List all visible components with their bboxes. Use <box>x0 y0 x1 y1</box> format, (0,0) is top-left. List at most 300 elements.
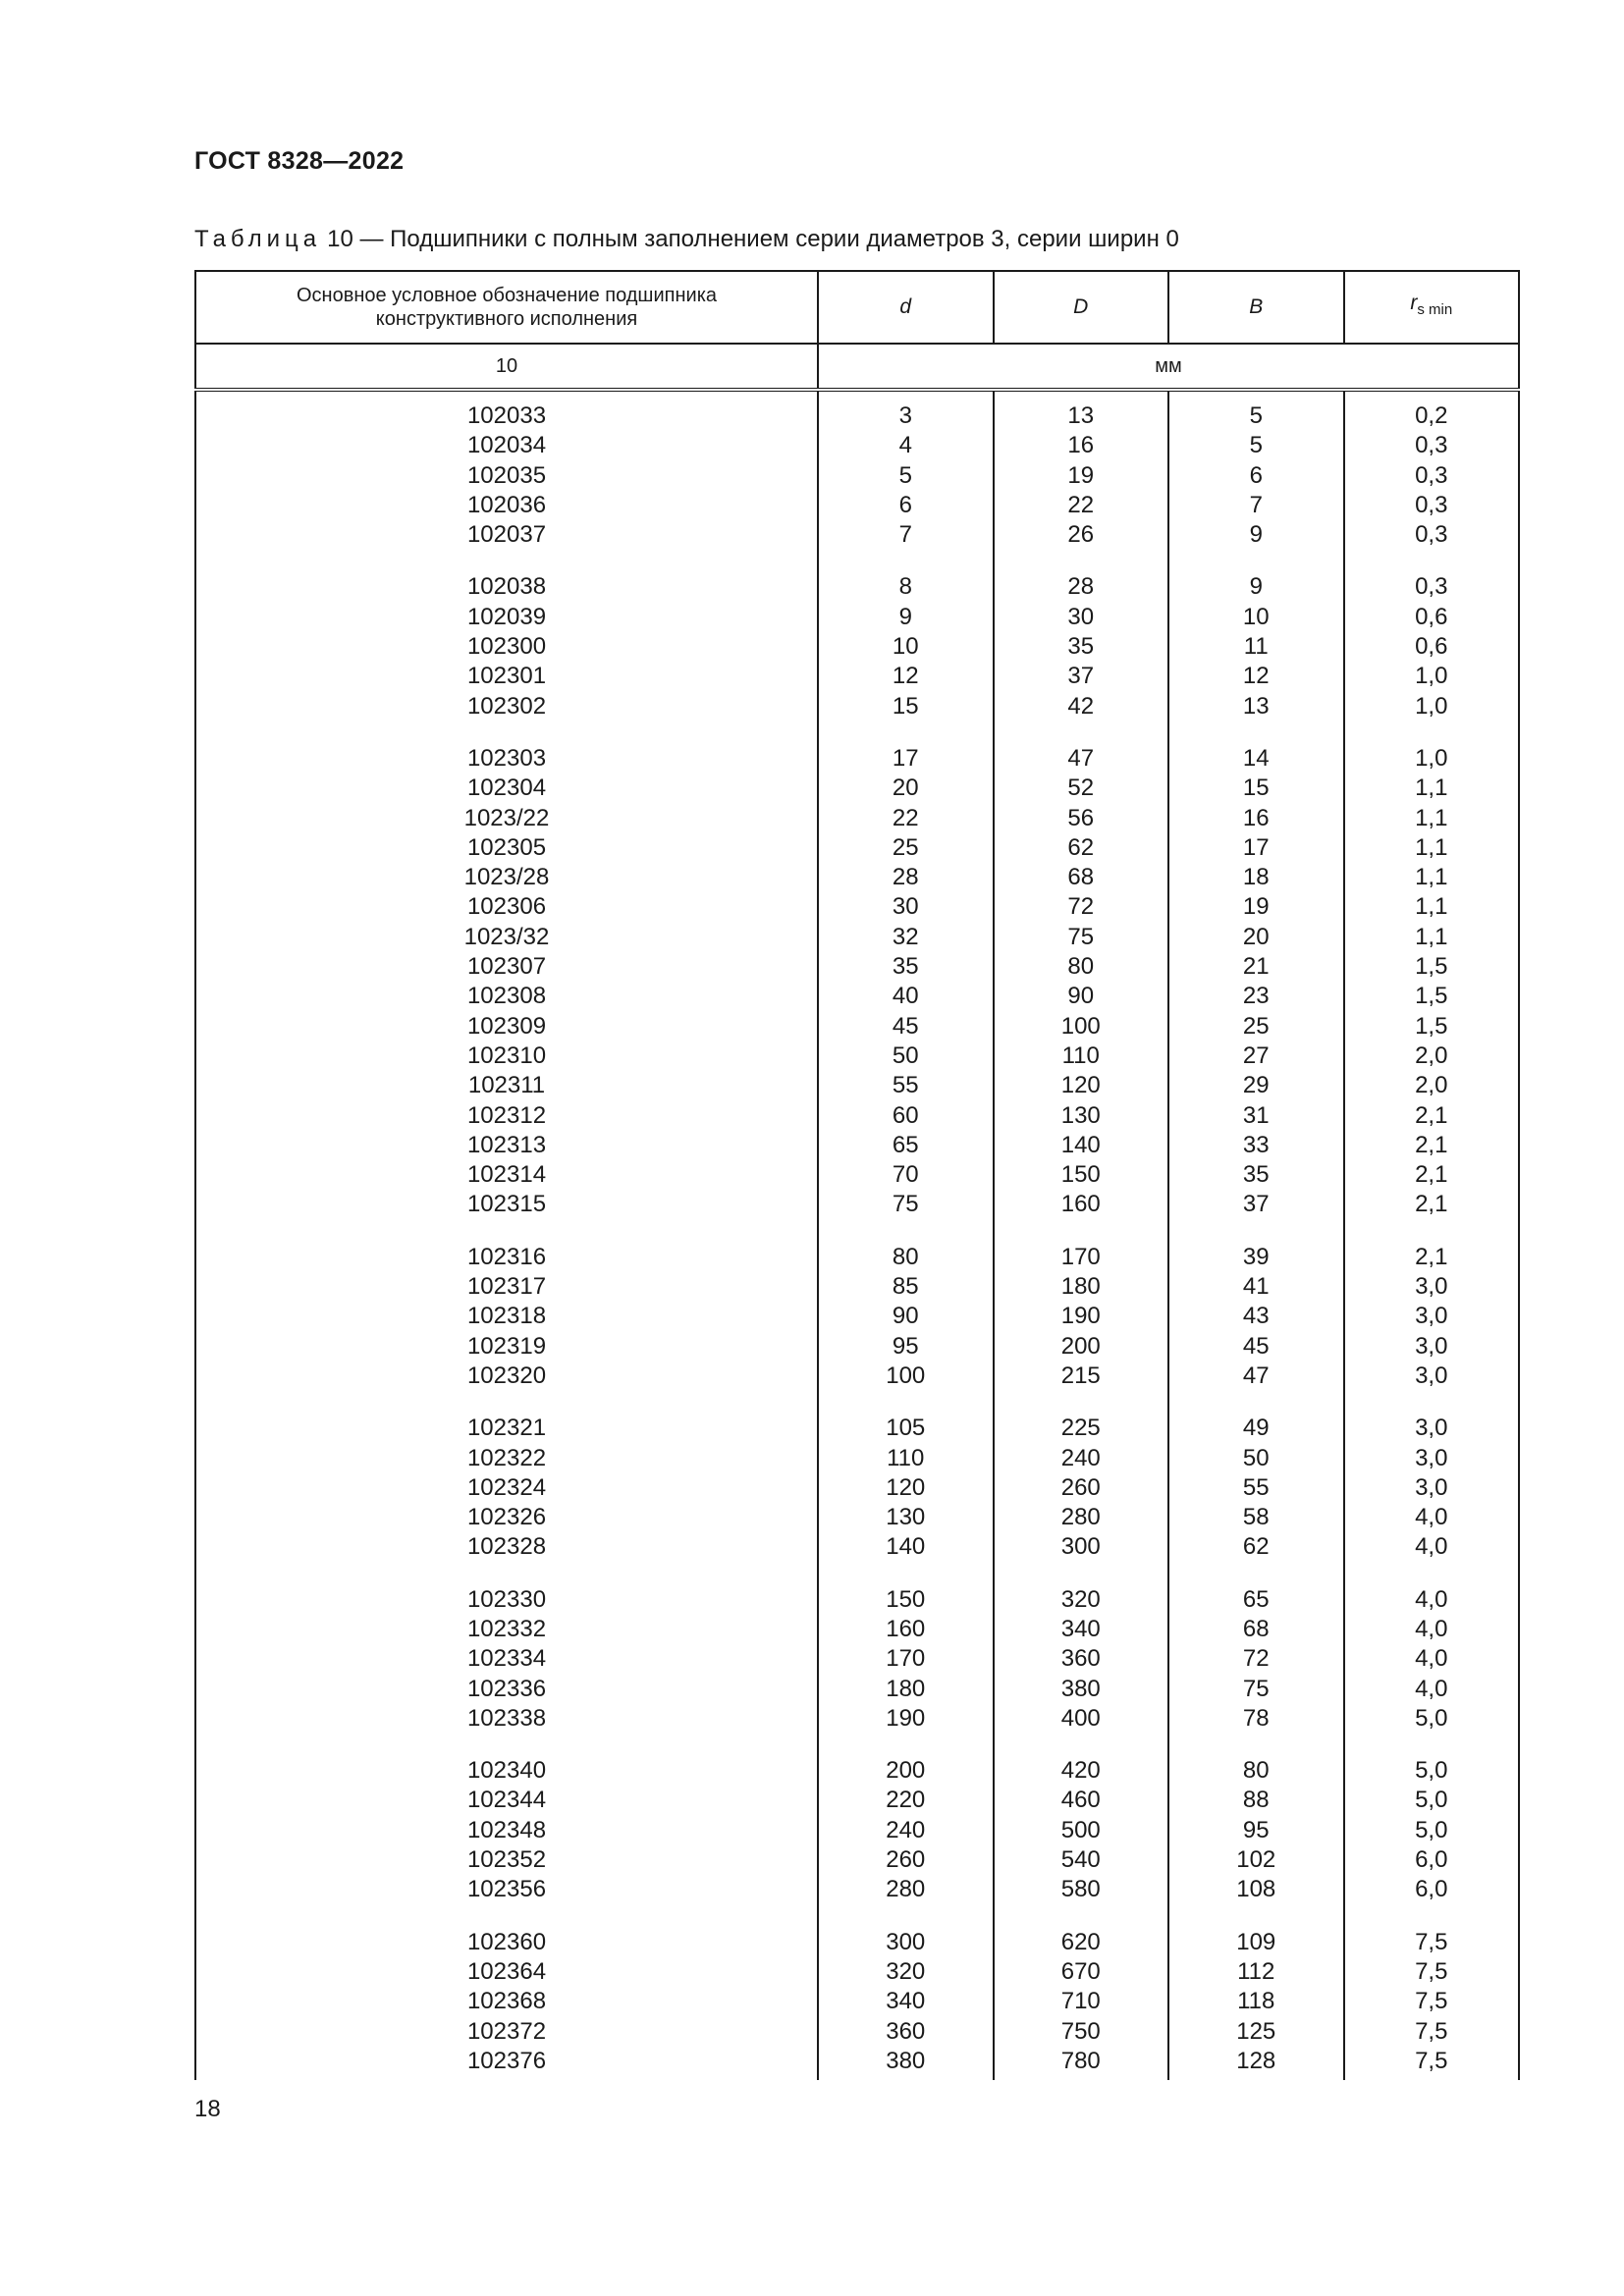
cell-value: 0,3 <box>1415 573 1448 601</box>
cell-value: 1,5 <box>1415 983 1448 1010</box>
cell-value: 72 <box>1242 1645 1270 1673</box>
cell-value: 170 <box>1060 1243 1101 1270</box>
table-cell <box>818 740 994 1239</box>
table-cell <box>1344 1410 1520 1580</box>
cell-value: 10 <box>1242 603 1270 630</box>
cell-value: 300 <box>1060 1533 1101 1561</box>
cell-value: 1,1 <box>1415 864 1448 891</box>
cell-value: 45 <box>1242 1332 1270 1360</box>
cell-value: 30 <box>892 893 919 921</box>
cell-value: 50 <box>1242 1444 1270 1471</box>
cell-value: 1,1 <box>1415 893 1448 921</box>
cell-value: 95 <box>1242 1816 1270 1843</box>
cell-value: 300 <box>886 1928 926 1955</box>
cell-value: 110 <box>887 1444 925 1471</box>
cell-value: 65 <box>892 1131 919 1158</box>
cell-value: 102315 <box>466 1191 547 1218</box>
table-cell <box>994 740 1169 1239</box>
cell-value: 112 <box>1237 1957 1275 1985</box>
cell-value: 102314 <box>466 1161 547 1189</box>
cell-value: 220 <box>886 1787 926 1814</box>
table-cell <box>195 1924 818 2080</box>
cell-value: 15 <box>1242 774 1270 802</box>
cell-value: 160 <box>886 1615 926 1642</box>
cell-value: 16 <box>1242 804 1270 831</box>
cell-value: 6 <box>1249 461 1263 489</box>
cell-value: 32 <box>892 923 919 950</box>
table-cell <box>1168 1581 1344 1752</box>
table-cell <box>1344 1752 1520 1923</box>
cell-value: 33 <box>1242 1131 1270 1158</box>
cell-value: 15 <box>892 692 919 720</box>
cell-value: 0,3 <box>1415 461 1448 489</box>
cell-value: 102310 <box>466 1041 547 1069</box>
cell-value: 49 <box>1242 1415 1270 1442</box>
cell-value: 102304 <box>466 774 547 802</box>
cell-value: 100 <box>886 1362 926 1389</box>
cell-value: 80 <box>892 1243 919 1270</box>
cell-value: 68 <box>1067 864 1095 891</box>
cell-value: 17 <box>1242 833 1270 861</box>
cell-value: 102302 <box>466 692 547 720</box>
cell-value: 6,0 <box>1415 1846 1448 1874</box>
table-cell <box>1344 740 1520 1239</box>
cell-value: 190 <box>886 1704 926 1732</box>
cell-value: 9 <box>1249 573 1263 601</box>
cell-value: 110 <box>1061 1041 1100 1069</box>
cell-value: 180 <box>1060 1273 1101 1301</box>
cell-value: 400 <box>1060 1704 1101 1732</box>
cell-value: 580 <box>1060 1876 1101 1903</box>
cell-value: 3,0 <box>1415 1332 1448 1360</box>
cell-value: 42 <box>1067 692 1095 720</box>
cell-value: 13 <box>1067 402 1095 429</box>
cell-value: 55 <box>1242 1473 1270 1501</box>
cell-value: 90 <box>1067 983 1095 1010</box>
cell-value: 102321 <box>466 1415 547 1442</box>
cell-value: 540 <box>1060 1846 1101 1874</box>
cell-value: 102306 <box>466 893 547 921</box>
cell-value: 0,6 <box>1415 603 1448 630</box>
table-caption-label: Таблица <box>194 226 322 252</box>
cell-value: 80 <box>1242 1757 1270 1785</box>
cell-value: 102309 <box>466 1012 547 1040</box>
table-cell <box>1344 390 1520 568</box>
cell-value: 41 <box>1242 1273 1270 1301</box>
cell-value: 100 <box>1060 1012 1101 1040</box>
cell-value: 18 <box>1242 864 1270 891</box>
cell-value: 3 <box>898 402 912 429</box>
cell-value: 6,0 <box>1415 1876 1448 1903</box>
table-cell <box>818 1239 994 1410</box>
table-cell <box>994 390 1169 568</box>
cell-value: 118 <box>1237 1988 1275 2015</box>
cell-value: 20 <box>892 774 919 802</box>
cell-value: 102037 <box>466 521 547 549</box>
cell-value: 102305 <box>466 833 547 861</box>
cell-value: 2,1 <box>1415 1161 1448 1189</box>
cell-value: 9 <box>1249 521 1263 549</box>
cell-value: 1,0 <box>1415 744 1448 772</box>
cell-value: 140 <box>1060 1131 1101 1158</box>
table-row-group <box>195 1410 1519 1580</box>
cell-value: 105 <box>886 1415 926 1442</box>
cell-value: 140 <box>886 1533 926 1561</box>
cell-value: 360 <box>886 2017 926 2045</box>
cell-value: 1,0 <box>1415 663 1448 690</box>
table-cell <box>994 1239 1169 1410</box>
table-cell <box>818 1752 994 1923</box>
cell-value: 95 <box>892 1332 919 1360</box>
table-row-group <box>195 1581 1519 1752</box>
cell-value: 4,0 <box>1415 1675 1448 1702</box>
cell-value: 52 <box>1067 774 1095 802</box>
cell-value: 4,0 <box>1415 1533 1448 1561</box>
col-header-d: d <box>818 271 994 344</box>
cell-value: 260 <box>1060 1473 1101 1501</box>
table-cell <box>195 740 818 1239</box>
cell-value: 0,3 <box>1415 491 1448 518</box>
col-header-r <box>1344 271 1520 344</box>
cell-value: 1,1 <box>1415 804 1448 831</box>
cell-value: 102324 <box>466 1473 547 1501</box>
table-caption <box>194 226 1179 253</box>
cell-value: 5,0 <box>1415 1757 1448 1785</box>
cell-value: 102352 <box>466 1846 547 1874</box>
cell-value: 30 <box>1067 603 1095 630</box>
cell-value: 710 <box>1060 1988 1101 2015</box>
cell-value: 37 <box>1242 1191 1270 1218</box>
cell-value: 68 <box>1242 1615 1270 1642</box>
cell-value: 102307 <box>466 953 547 981</box>
cell-value: 10 <box>892 633 919 661</box>
cell-value: 7 <box>1249 491 1263 518</box>
cell-value: 102372 <box>466 2017 547 2045</box>
cell-value: 102322 <box>466 1444 547 1471</box>
cell-value: 102039 <box>466 603 547 630</box>
cell-value: 102344 <box>466 1787 547 1814</box>
cell-value: 2,1 <box>1415 1191 1448 1218</box>
cell-value: 80 <box>1067 953 1095 981</box>
cell-value: 102330 <box>466 1585 547 1613</box>
table-cell <box>195 568 818 739</box>
cell-value: 102034 <box>466 432 547 459</box>
cell-value: 55 <box>892 1072 919 1099</box>
cell-value: 39 <box>1242 1243 1270 1270</box>
table-row-group <box>195 740 1519 1239</box>
cell-value: 5 <box>1249 402 1263 429</box>
cell-value: 340 <box>1060 1615 1101 1642</box>
cell-value: 102336 <box>466 1675 547 1702</box>
cell-value: 5 <box>898 461 912 489</box>
cell-value: 1,1 <box>1415 833 1448 861</box>
cell-value: 130 <box>1060 1101 1101 1129</box>
cell-value: 3,0 <box>1415 1473 1448 1501</box>
page-number: 18 <box>194 2096 221 2122</box>
cell-value: 260 <box>886 1846 926 1874</box>
cell-value: 120 <box>1060 1072 1101 1099</box>
cell-value: 2,1 <box>1415 1131 1448 1158</box>
cell-value: 4,0 <box>1415 1504 1448 1531</box>
cell-value: 78 <box>1242 1704 1270 1732</box>
cell-value: 190 <box>1060 1303 1101 1330</box>
table-cell <box>1168 1239 1344 1410</box>
cell-value: 58 <box>1242 1504 1270 1531</box>
cell-value: 50 <box>892 1041 919 1069</box>
cell-value: 9 <box>898 603 912 630</box>
cell-value: 120 <box>886 1473 926 1501</box>
cell-value: 380 <box>886 2047 926 2074</box>
cell-value: 1,1 <box>1415 774 1448 802</box>
cell-value: 37 <box>1067 663 1095 690</box>
cell-value: 7,5 <box>1415 1988 1448 2015</box>
cell-value: 7,5 <box>1415 1928 1448 1955</box>
cell-value: 90 <box>892 1303 919 1330</box>
cell-value: 4 <box>898 432 912 459</box>
cell-value: 7 <box>898 521 912 549</box>
table-cell <box>994 568 1169 739</box>
table-body <box>195 390 1519 2080</box>
cell-value: 43 <box>1242 1303 1270 1330</box>
cell-value: 2,0 <box>1415 1041 1448 1069</box>
cell-value: 180 <box>886 1675 926 1702</box>
cell-value: 240 <box>1060 1444 1101 1471</box>
cell-value: 19 <box>1067 461 1095 489</box>
cell-value: 25 <box>1242 1012 1270 1040</box>
cell-value: 11 <box>1243 633 1269 661</box>
cell-value: 12 <box>892 663 919 690</box>
cell-value: 102356 <box>466 1876 547 1903</box>
cell-value: 128 <box>1236 2047 1276 2074</box>
cell-value: 102033 <box>466 402 547 429</box>
cell-value: 7,5 <box>1415 2047 1448 2074</box>
cell-value: 160 <box>1060 1191 1101 1218</box>
cell-value: 5 <box>1249 432 1263 459</box>
cell-value: 500 <box>1060 1816 1101 1843</box>
cell-value: 200 <box>1060 1332 1101 1360</box>
cell-value: 102319 <box>466 1332 547 1360</box>
table-cell <box>994 1581 1169 1752</box>
table-caption-text: 10 — Подшипники с полным заполнением серии диаметров 3, серии ширин 0 <box>327 226 1179 252</box>
table-cell <box>818 568 994 739</box>
cell-value: 72 <box>1067 893 1095 921</box>
table-cell <box>1344 1924 1520 2080</box>
cell-value: 102301 <box>466 663 547 690</box>
cell-value: 35 <box>892 953 919 981</box>
table-cell <box>1168 1410 1344 1580</box>
table-cell <box>195 1410 818 1580</box>
cell-value: 620 <box>1060 1928 1101 1955</box>
cell-value: 102035 <box>466 461 547 489</box>
cell-value: 7,5 <box>1415 1957 1448 1985</box>
table-cell <box>195 390 818 568</box>
cell-value: 102368 <box>466 1988 547 2015</box>
col-header-r-subscript: s min <box>1417 301 1453 319</box>
table-cell <box>195 1239 818 1410</box>
cell-value: 4,0 <box>1415 1645 1448 1673</box>
cell-value: 88 <box>1242 1787 1270 1814</box>
table-cell <box>994 1752 1169 1923</box>
cell-value: 102 <box>1236 1846 1276 1874</box>
cell-value: 22 <box>1067 491 1095 518</box>
cell-value: 75 <box>1067 923 1095 950</box>
cell-value: 6 <box>898 491 912 518</box>
cell-value: 1,5 <box>1415 1012 1448 1040</box>
cell-value: 47 <box>1067 744 1095 772</box>
cell-value: 102300 <box>466 633 547 661</box>
document-id: ГОСТ 8328—2022 <box>194 147 405 175</box>
cell-value: 670 <box>1060 1957 1101 1985</box>
cell-value: 102038 <box>466 573 547 601</box>
cell-value: 102313 <box>466 1131 547 1158</box>
cell-value: 150 <box>886 1585 926 1613</box>
col-header-D: D <box>994 271 1169 344</box>
cell-value: 109 <box>1236 1928 1276 1955</box>
cell-value: 460 <box>1060 1787 1101 1814</box>
cell-value: 280 <box>1060 1504 1101 1531</box>
cell-value: 1023/28 <box>463 864 550 891</box>
cell-value: 14 <box>1242 744 1270 772</box>
cell-value: 1,0 <box>1415 692 1448 720</box>
cell-value: 360 <box>1060 1645 1101 1673</box>
table-cell <box>1344 1239 1520 1410</box>
cell-value: 28 <box>1067 573 1095 601</box>
table-cell <box>818 1410 994 1580</box>
cell-value: 125 <box>1236 2017 1276 2045</box>
cell-value: 0,2 <box>1415 402 1448 429</box>
cell-value: 70 <box>892 1161 919 1189</box>
cell-value: 102318 <box>466 1303 547 1330</box>
cell-value: 21 <box>1242 953 1270 981</box>
cell-value: 102360 <box>466 1928 547 1955</box>
cell-value: 102364 <box>466 1957 547 1985</box>
cell-value: 102308 <box>466 983 547 1010</box>
col-header-B: B <box>1168 271 1344 344</box>
cell-value: 200 <box>886 1757 926 1785</box>
cell-value: 2,1 <box>1415 1101 1448 1129</box>
cell-value: 3,0 <box>1415 1362 1448 1389</box>
cell-value: 3,0 <box>1415 1415 1448 1442</box>
cell-value: 102334 <box>466 1645 547 1673</box>
cell-value: 780 <box>1060 2047 1101 2074</box>
cell-value: 47 <box>1242 1362 1270 1389</box>
table-cell <box>1344 568 1520 739</box>
cell-value: 17 <box>892 744 919 772</box>
cell-value: 75 <box>1242 1675 1270 1702</box>
cell-value: 102326 <box>466 1504 547 1531</box>
cell-value: 102303 <box>466 744 547 772</box>
table-cell <box>1168 1924 1344 2080</box>
cell-value: 62 <box>1242 1533 1270 1561</box>
cell-value: 29 <box>1242 1072 1270 1099</box>
unit-row-design: 10 <box>195 344 818 390</box>
cell-value: 2,1 <box>1415 1243 1448 1270</box>
cell-value: 320 <box>1060 1585 1101 1613</box>
cell-value: 170 <box>886 1645 926 1673</box>
cell-value: 35 <box>1067 633 1095 661</box>
cell-value: 102320 <box>466 1362 547 1389</box>
cell-value: 380 <box>1060 1675 1101 1702</box>
cell-value: 35 <box>1242 1161 1270 1189</box>
cell-value: 1023/32 <box>463 923 550 950</box>
cell-value: 130 <box>886 1504 926 1531</box>
cell-value: 750 <box>1060 2017 1101 2045</box>
table-row-group <box>195 1924 1519 2080</box>
cell-value: 40 <box>892 983 919 1010</box>
cell-value: 19 <box>1242 893 1270 921</box>
cell-value: 13 <box>1242 692 1270 720</box>
cell-value: 102312 <box>466 1101 547 1129</box>
table-cell <box>994 1924 1169 2080</box>
cell-value: 102376 <box>466 2047 547 2074</box>
cell-value: 28 <box>892 864 919 891</box>
table-cell <box>1168 390 1344 568</box>
cell-value: 3,0 <box>1415 1303 1448 1330</box>
cell-value: 3,0 <box>1415 1273 1448 1301</box>
cell-value: 2,0 <box>1415 1072 1448 1099</box>
cell-value: 22 <box>892 804 919 831</box>
cell-value: 150 <box>1060 1161 1101 1189</box>
table-cell <box>818 1924 994 2080</box>
cell-value: 1,5 <box>1415 953 1448 981</box>
cell-value: 75 <box>892 1191 919 1218</box>
col-header-r-symbol: r <box>1410 292 1418 315</box>
bearing-table <box>194 270 1518 2080</box>
cell-value: 0,6 <box>1415 633 1448 661</box>
table-cell <box>1168 568 1344 739</box>
cell-value: 102317 <box>466 1273 547 1301</box>
col-header-designation: Основное условное обозначение подшипника конструктивного исполнения <box>195 271 818 344</box>
cell-value: 60 <box>892 1101 919 1129</box>
cell-value: 4,0 <box>1415 1585 1448 1613</box>
cell-value: 102311 <box>467 1072 546 1099</box>
cell-value: 5,0 <box>1415 1816 1448 1843</box>
table-row-group <box>195 390 1519 568</box>
cell-value: 5,0 <box>1415 1704 1448 1732</box>
table-cell <box>1344 1581 1520 1752</box>
cell-value: 340 <box>886 1988 926 2015</box>
cell-value: 280 <box>886 1876 926 1903</box>
table-cell <box>1168 740 1344 1239</box>
cell-value: 31 <box>1242 1101 1270 1129</box>
cell-value: 27 <box>1242 1041 1270 1069</box>
cell-value: 85 <box>892 1273 919 1301</box>
cell-value: 102036 <box>466 491 547 518</box>
cell-value: 102340 <box>466 1757 547 1785</box>
cell-value: 240 <box>886 1816 926 1843</box>
cell-value: 420 <box>1060 1757 1101 1785</box>
cell-value: 215 <box>1060 1362 1101 1389</box>
cell-value: 1,1 <box>1415 923 1448 950</box>
cell-value: 0,3 <box>1415 521 1448 549</box>
table-row-group <box>195 1239 1519 1410</box>
table-cell <box>1168 1752 1344 1923</box>
cell-value: 5,0 <box>1415 1787 1448 1814</box>
cell-value: 26 <box>1067 521 1095 549</box>
cell-value: 62 <box>1067 833 1095 861</box>
cell-value: 4,0 <box>1415 1615 1448 1642</box>
cell-value: 20 <box>1242 923 1270 950</box>
cell-value: 7,5 <box>1415 2017 1448 2045</box>
cell-value: 25 <box>892 833 919 861</box>
cell-value: 56 <box>1067 804 1095 831</box>
table-cell <box>818 390 994 568</box>
cell-value: 102332 <box>466 1615 547 1642</box>
cell-value: 8 <box>898 573 912 601</box>
table-row-group <box>195 568 1519 739</box>
table-cell <box>195 1752 818 1923</box>
cell-value: 320 <box>886 1957 926 1985</box>
